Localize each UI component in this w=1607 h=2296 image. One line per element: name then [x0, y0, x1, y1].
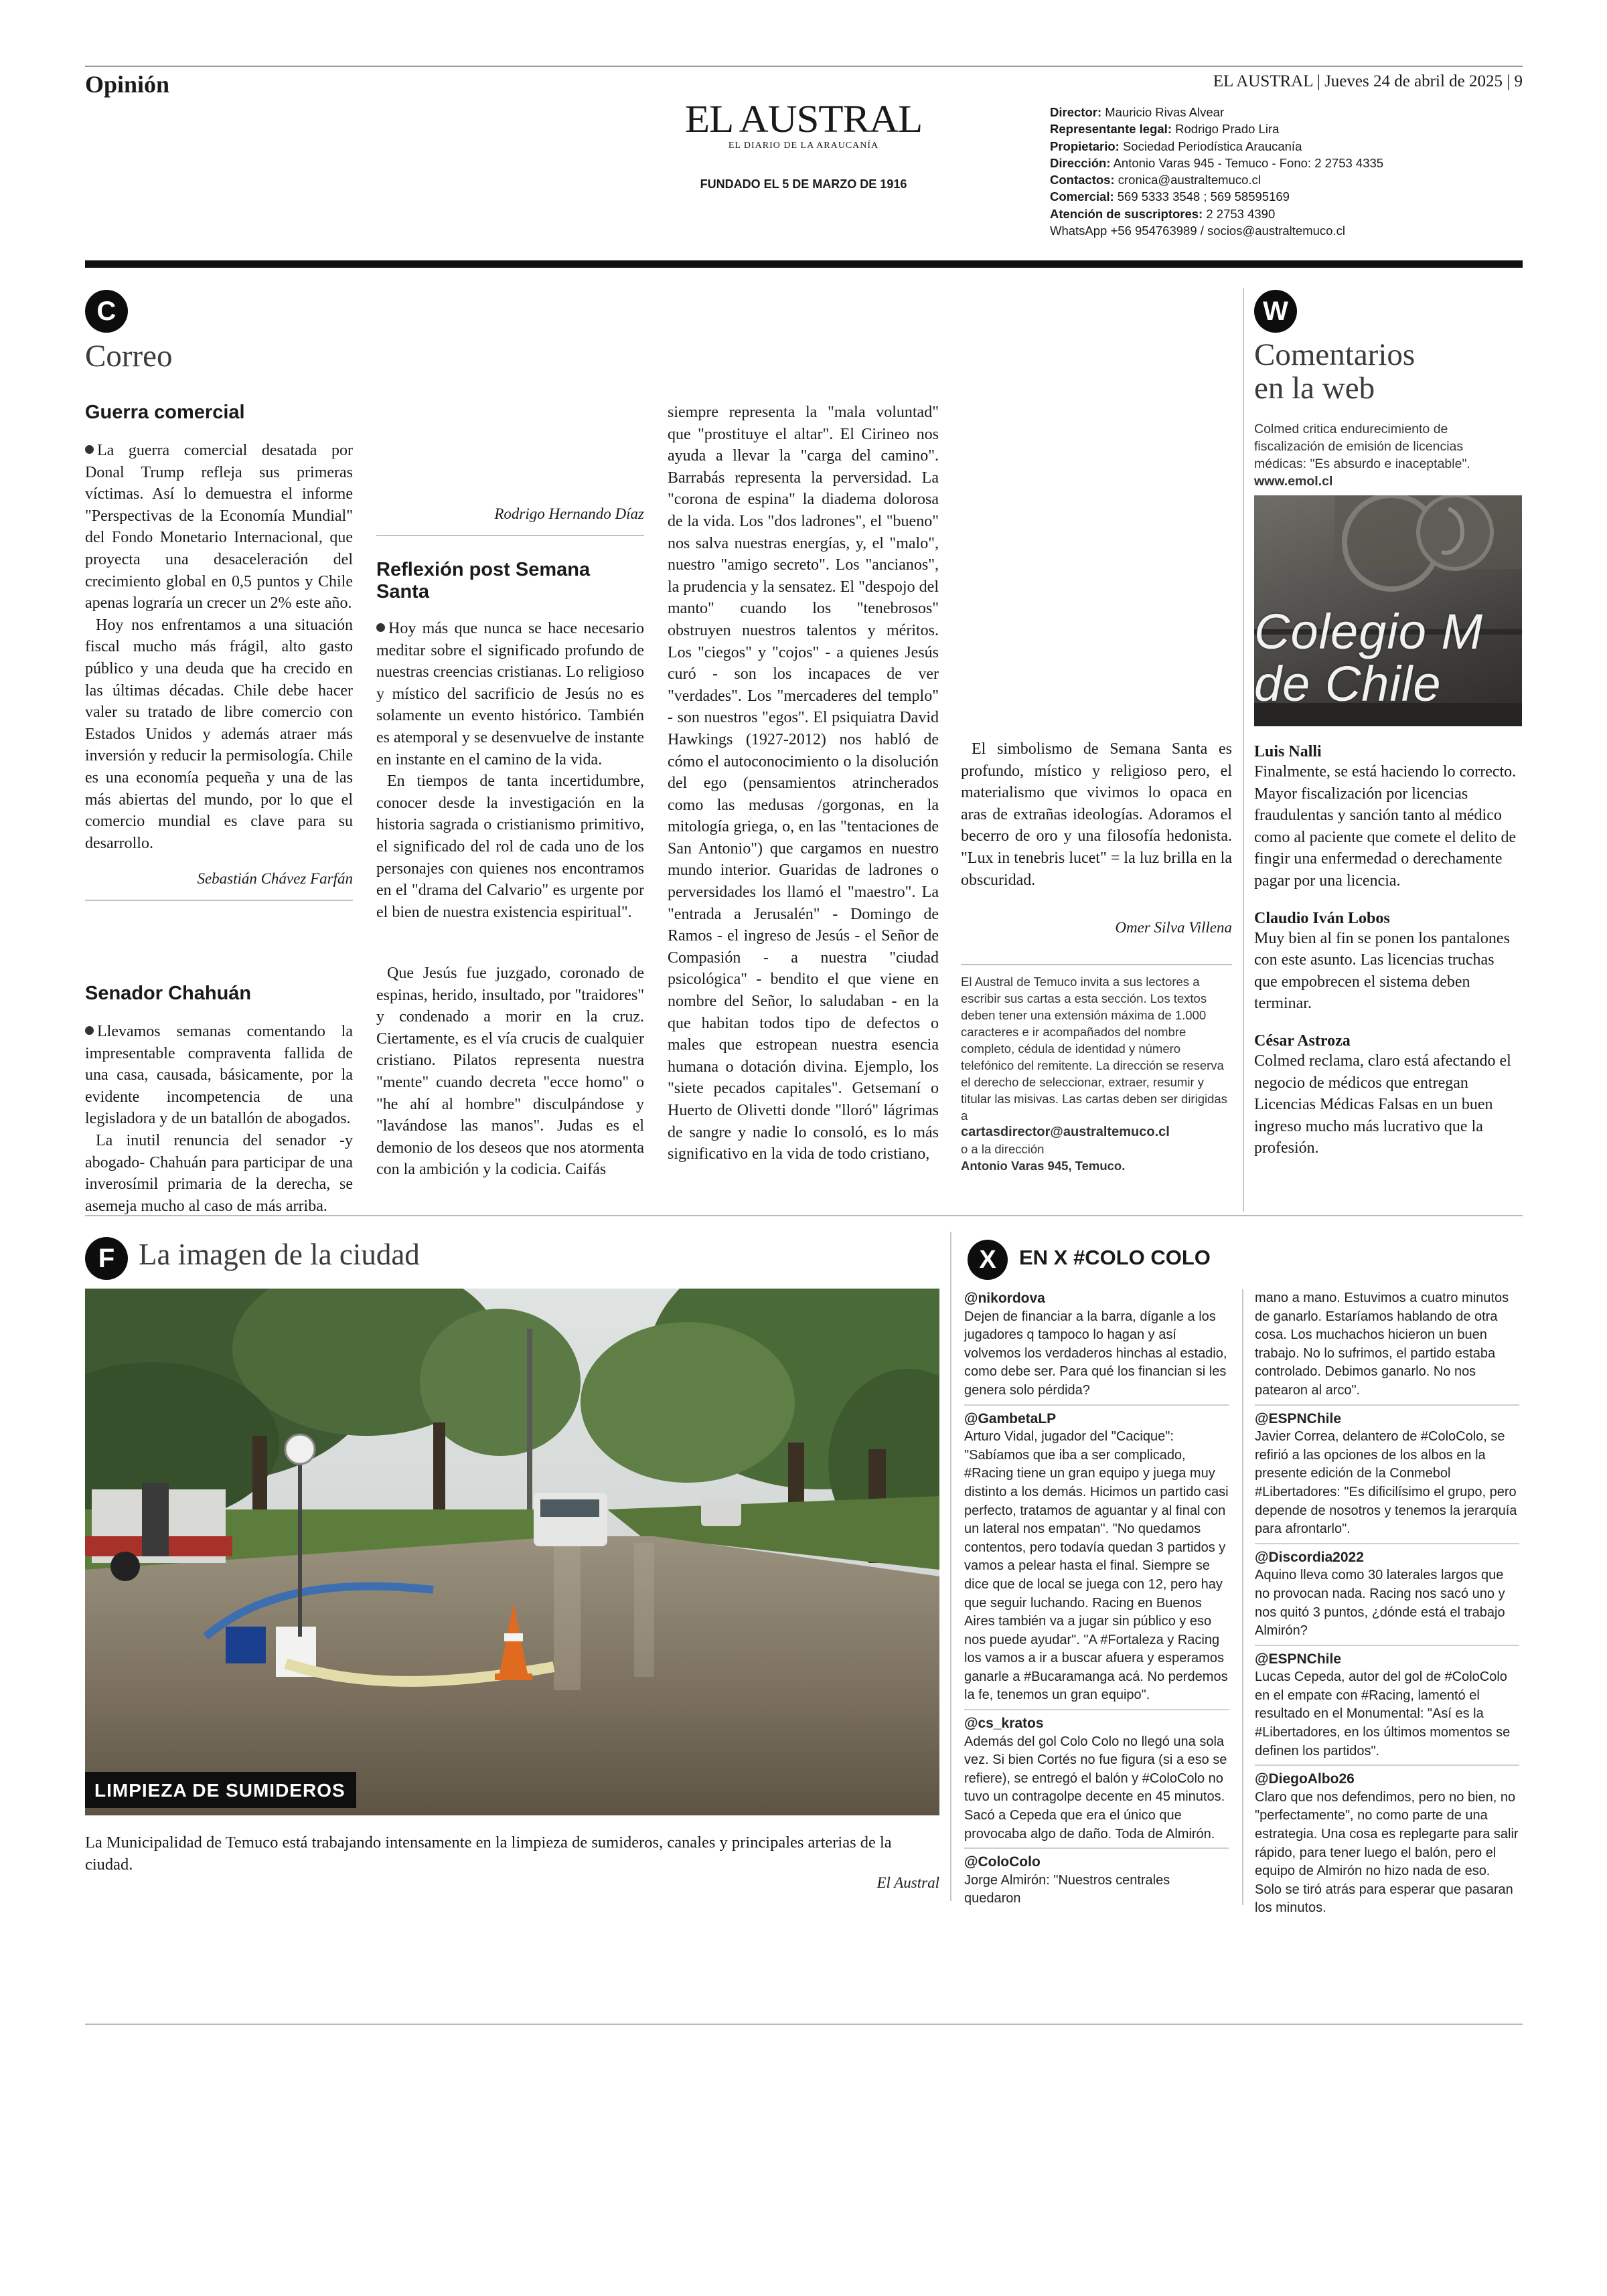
letter-signature-2-box: [376, 402, 644, 536]
web-comments: [1254, 730, 1519, 1159]
tweet-text: Dejen de financiar a la barra, díganle a los jugadores q tampoco lo hagan y así volvemos los verdaderos hinchas al estadio, como debe ser. Para qué los financian si les genera solo pérdida?: [964, 1309, 1227, 1398]
web-intro: Colmed critica endurecimiento de fiscalización de emisión de licencias médicas: "Es absurdo e inaceptable". www.emol.cl: [1254, 422, 1470, 489]
web-title: Comentarios en la web: [1254, 337, 1415, 406]
letter-reflexion-closing: El simbolismo de Semana Santa es profundo, místico y religioso pero, el materialismo que vivimos lo opaca en aras de extrañas ideologías. Adoramos el becerro de oro y una filosofía hedonista. "Lux in tenebris lucet" = la luz brilla en la obscuridad.: [961, 740, 1232, 889]
letter-title: Guerra comercial: [85, 402, 245, 423]
staff-line: WhatsApp +56 954763989 / socios@australtemuco.cl: [1050, 224, 1345, 238]
letter-body: La guerra comercial desatada por Donal Trump refleja sus primeras víctimas. Así lo demuestra el informe "Perspectivas de la Economía Mundial" del Fondo Monetario Internacional, que proyecta una desaceleración del crecimiento global en 0,5 puntos y Chile apenas lograría un crecer un 2% este año. Hoy nos enfrentamos a una situación fiscal mucho más frágil, alto gasto público y una deuda que ha crecido en las últimas décadas. Chile debe hacer valer su tratado de libre comercio con Estados Unidos y además atraer más inversión y reducir la permisología. Chile es una economía pequeña y una de las más abiertas del mundo, por lo que el comercio mundial es clave para su desarrollo.: [85, 442, 353, 852]
letter-signature: Omer Silva Villena: [1115, 919, 1232, 936]
letter-reflexion-continued: Que Jesús fue juzgado, coronado de espinas, herido, insultado, por "traidores" y condenado a morir en la cruz. Ciertamente, es el vía crucis de cualquier cristiano. Pilatos representa nuestra "mente" cuando decreta "ecce homo" o "he ahí al hombre" disculpándose y "lavándose las manos". Judas es el demonio de los deseos que nos atormenta con la ambición y la codicia. Caifás: [376, 965, 644, 1179]
web-comment-author: Luis Nalli: [1254, 743, 1322, 760]
city-photo-graphic: [85, 1289, 939, 1815]
letter-column-3: siempre representa la "mala voluntad" que "prostituye el altar". El Cirineo nos ayuda a llevar la "carga del camino". Barrabás representa la perversidad. La "corona de espina" la diadema dolorosa de la vida. Los "dos ladrones", el "bueno" nos salva nuestras energías, y, el "malo", nuestro "amigo secreto". Los "ancianos", la prudencia y la sensatez. El "despojo del manto" cuando los "tenebrosos" obstruyen nuestros talentos y méritos. Los "ciegos" y "cojos" - a quienes Jesús curó - son los incapaces de ver "verdades". Los "mercaderes del templo" - son nuestros "egos". El psiquiatra David Hawkings (1927-2012) nos habló de cómo el autoconocimiento o la disolución del ego (pensamientos atrincherados como las medusas /gorgonas, en la mitología griega, o, en las "tentaciones de San Antonio") que cargamos en nuestro mundo interior. Guaridas de ladrones o perversidades los llamó el "maestro". La "entrada a Jerusalén" - Domingo de Ramos - el ingreso de Jesús - el Señor de Compasión - a nuestra "ciudad psicológica" - bendito el que viene en nombre del Señor, lo saludaban - en la que habitan todos tipo de defectos o males que estropean nuestra esencia humana o dotación divina. Ejemplo, los "siete pecados capitales". Getsemaní o Huerto de Olivetti donde "lloró" lágrimas de sangre y nadie lo consoló, es lo más significativo en la vida de todo cristiano,: [668, 404, 939, 1163]
masthead-logo: [684, 97, 923, 151]
section-label: Opinión: [85, 71, 170, 98]
staff-line: Propietario: Sociedad Periodística Araucanía: [1050, 139, 1302, 153]
x-badge: X: [968, 1240, 1008, 1280]
staff-line: Contactos: cronica@australtemuco.cl: [1050, 173, 1261, 187]
web-comment-author: César Astroza: [1254, 1032, 1351, 1050]
tweet-handle[interactable]: @nikordova: [964, 1291, 1045, 1306]
photo-label: LIMPIEZA DE SUMIDEROS: [85, 1772, 356, 1808]
tweet-text: Además del gol Colo Colo no llegó una sola vez. Si bien Cortés no fue figura (si a eso se refiere), se entregó el balón y #ColoColo no tuvo un contragolpe decente en 45 minutos. Sacó a Cepeda que era el único que provocaba algo de daño. Toda de Almirón.: [964, 1734, 1227, 1841]
tweet-text: Aquino lleva como 30 laterales largos que no provocan nada. Racing nos sacó uno y nos quitó 3 puntos, ¿dónde está el trabajo Almirón?: [1255, 1568, 1505, 1639]
tweet-text: Claro que nos defendimos, pero no bien, no "perfectamente", no como parte de una estrategia. Una cosa es replegarte para salir rápido, para tener luego el balón, pero el equipo de Almirón no hizo nada de eso. Solo se tiró atrás para esperar que pasaran los minutos.: [1255, 1789, 1519, 1916]
staff-box: [1050, 104, 1465, 239]
staff-line: Director: Mauricio Rivas Alvear: [1050, 105, 1225, 119]
staff-line: Representante legal: Rodrigo Prado Lira: [1050, 122, 1280, 137]
staff-line: Dirección: Antonio Varas 945 - Temuco - Fono: 2 2753 4335: [1050, 155, 1384, 170]
web-comment-text: Muy bien al fin se ponen los pantalones con este asunto. Las licencias truchas que empobrecen el sistema deben terminar.: [1254, 929, 1510, 1013]
web-photo-sign: Colegio M de Chile: [1254, 604, 1484, 712]
web-photo: [1254, 495, 1522, 726]
x-title: EN X #COLO COLO: [1019, 1246, 1211, 1269]
tweet-text: Lucas Cepeda, autor del gol de #ColoColo en el empate con #Racing, lamentó el resultado en el Monumental: "Así es la #Libertadores, en los últimos momentos se definen los partidos".: [1255, 1669, 1511, 1758]
imagen-badge: F: [85, 1237, 128, 1280]
letter-reflexion: [376, 559, 644, 923]
staff-line: Atención de suscriptores: 2 2753 4390: [1050, 206, 1276, 221]
photo-caption: La Municipalidad de Temuco está trabajando intensamente en la limpieza de sumideros, canales y principales arterias de la ciudad.: [85, 1833, 892, 1874]
staff-line: Comercial: 569 5333 3548 ; 569 58595169: [1050, 189, 1290, 204]
web-badge: W: [1254, 290, 1297, 333]
tweet-handle[interactable]: @cs_kratos: [964, 1716, 1044, 1732]
masthead-subtitle: EL DIARIO DE LA ARAUCANÍA: [728, 141, 879, 151]
web-comment-text: Colmed reclama, claro está afectando el negocio de médicos que entregan Licencias Médicas Falsas en un buen ingreso mucho más lucrativo que la profesión.: [1254, 1052, 1511, 1157]
letter-body: Llevamos semanas comentando la impresentable compraventa fallida de una casa, causada, básicamente, por la evidente incompetencia de una legisladora y de un batallón de abogados. La inutil renuncia del senador -y abogado- Chahuán para participar de una inverosímil primaria de la derecha, se asemeja mucho al caso de más arriba.: [85, 1023, 353, 1215]
letter-signature: Rodrigo Hernando Díaz: [494, 505, 644, 522]
city-photo: [85, 1289, 939, 1815]
tweet-handle[interactable]: @ESPNChile: [1255, 1651, 1342, 1667]
letter-senador-chahuan: [85, 983, 353, 1217]
notice-email[interactable]: cartasdirector@australtemuco.cl: [961, 1125, 1170, 1139]
letter-title: Senador Chahuán: [85, 983, 252, 1004]
letter-title: Reflexión post Semana Santa: [376, 559, 591, 602]
masthead-title: EL AUSTRAL: [684, 97, 923, 141]
tweet-handle[interactable]: @DiegoAlbo26: [1255, 1771, 1355, 1787]
photo-credit: El Austral: [876, 1874, 939, 1891]
founded-line: FUNDADO EL 5 DE MARZO DE 1916: [700, 177, 907, 191]
web-source-link[interactable]: www.emol.cl: [1254, 474, 1333, 489]
tweet-text: Arturo Vidal, jugador del "Cacique": "Sabíamos que iba a ser complicado, #Racing tiene un gran equipo y juega muy distinto a los demás. Hicimos un partido casi perfecto, tratamos de aguantar y al final con un lateral nos empatan". "No quedamos contentos, pero todavía quedan 3 partidos y vamos a pelear hasta el final. Siempre se dice que de local se juega con 12, pero hay que seguir luchando. Racing en Buenos Aires también va a jugar sin público y eso nos puede ayudar". "A #Fortaleza y Racing los vamos a ir a buscar afuera y esperamos ganarle a #Bucaramanga acá. No perdemos la fe, tenemos un gran equipo".: [964, 1429, 1229, 1703]
tweet-handle[interactable]: @ColoColo: [964, 1854, 1041, 1870]
tweet-text: Jorge Almirón: "Nuestros centrales quedaron: [964, 1872, 1170, 1906]
letters-notice: El Austral de Temuco invita a sus lectores a escribir sus cartas a esta sección. Los textos deben tener una extensión máxima de 1.000 caracteres e ir acompañados del nombre completo, cédula de identidad y número telefónico del remitente. La dirección se reserva el derecho de seleccionar, extraer, resumir y titular las misivas. Las cartas deben ser dirigidas a cartasdirector@australtemuco.cl o a la dirección Antonio Varas 945, Temuco.: [961, 964, 1232, 1174]
tweet-text: Javier Correa, delantero de #ColoColo, se refirió a las opciones de los albos en la presente edición de la Conmebol #Libertadores: "Es dificilísimo el grupo, pero depende de nosotros y tenemos la jerarquía para afrontarlo".: [1255, 1429, 1517, 1537]
correo-title: Correo: [85, 339, 173, 374]
tweet-handle[interactable]: @GambetaLP: [964, 1410, 1057, 1426]
tweet-text: mano a mano. Estuvimos a cuatro minutos de ganarlo. Estaríamos hablando de otra cosa. Los muchachos hicieron un buen trabajo. No lo sufrimos, el partido estaba controlado. Debimos ganarlo. No nos patearon al arco".: [1255, 1291, 1509, 1398]
tweet-handle[interactable]: @Discordia2022: [1255, 1549, 1364, 1565]
x-column-1: [964, 1289, 1229, 1911]
x-column-2: [1255, 1289, 1519, 1920]
page-folio: EL AUSTRAL | Jueves 24 de abril de 2025 | 9: [1213, 72, 1523, 90]
correo-badge: C: [85, 290, 128, 333]
letter-body: Hoy más que nunca se hace necesario meditar sobre el significado profundo de nuestras creencias cristianas. Lo religioso y místico del sacrificio de Jesús no es solamente un evento histórico. También es atemporal y se desenvuelve de instante en instante en el camino de la vida. En tiempos de tanta incertidumbre, conocer desde la investigación en la historia sagrada o cristianismo primitivo, el significado del rol de cada uno de los personajes con quienes nos encontramos en el "drama del Calvario" es urgente por el bien de nuestra existencia espiritual".: [376, 620, 644, 921]
tweet-handle[interactable]: @ESPNChile: [1255, 1410, 1342, 1426]
web-comment-text: Finalmente, se está haciendo lo correcto. Mayor fiscalización por licencias fraudulentas y sanción tanto al médico como al paciente que comete el delito de fingir una enfermedad o derechamente pagar por una licencia.: [1254, 763, 1517, 890]
imagen-title: La imagen de la ciudad: [139, 1238, 420, 1271]
letter-signature: Sebastián Chávez Farfán: [197, 870, 353, 888]
letter-guerra-comercial: [85, 402, 353, 901]
web-comment-author: Claudio Iván Lobos: [1254, 909, 1390, 927]
